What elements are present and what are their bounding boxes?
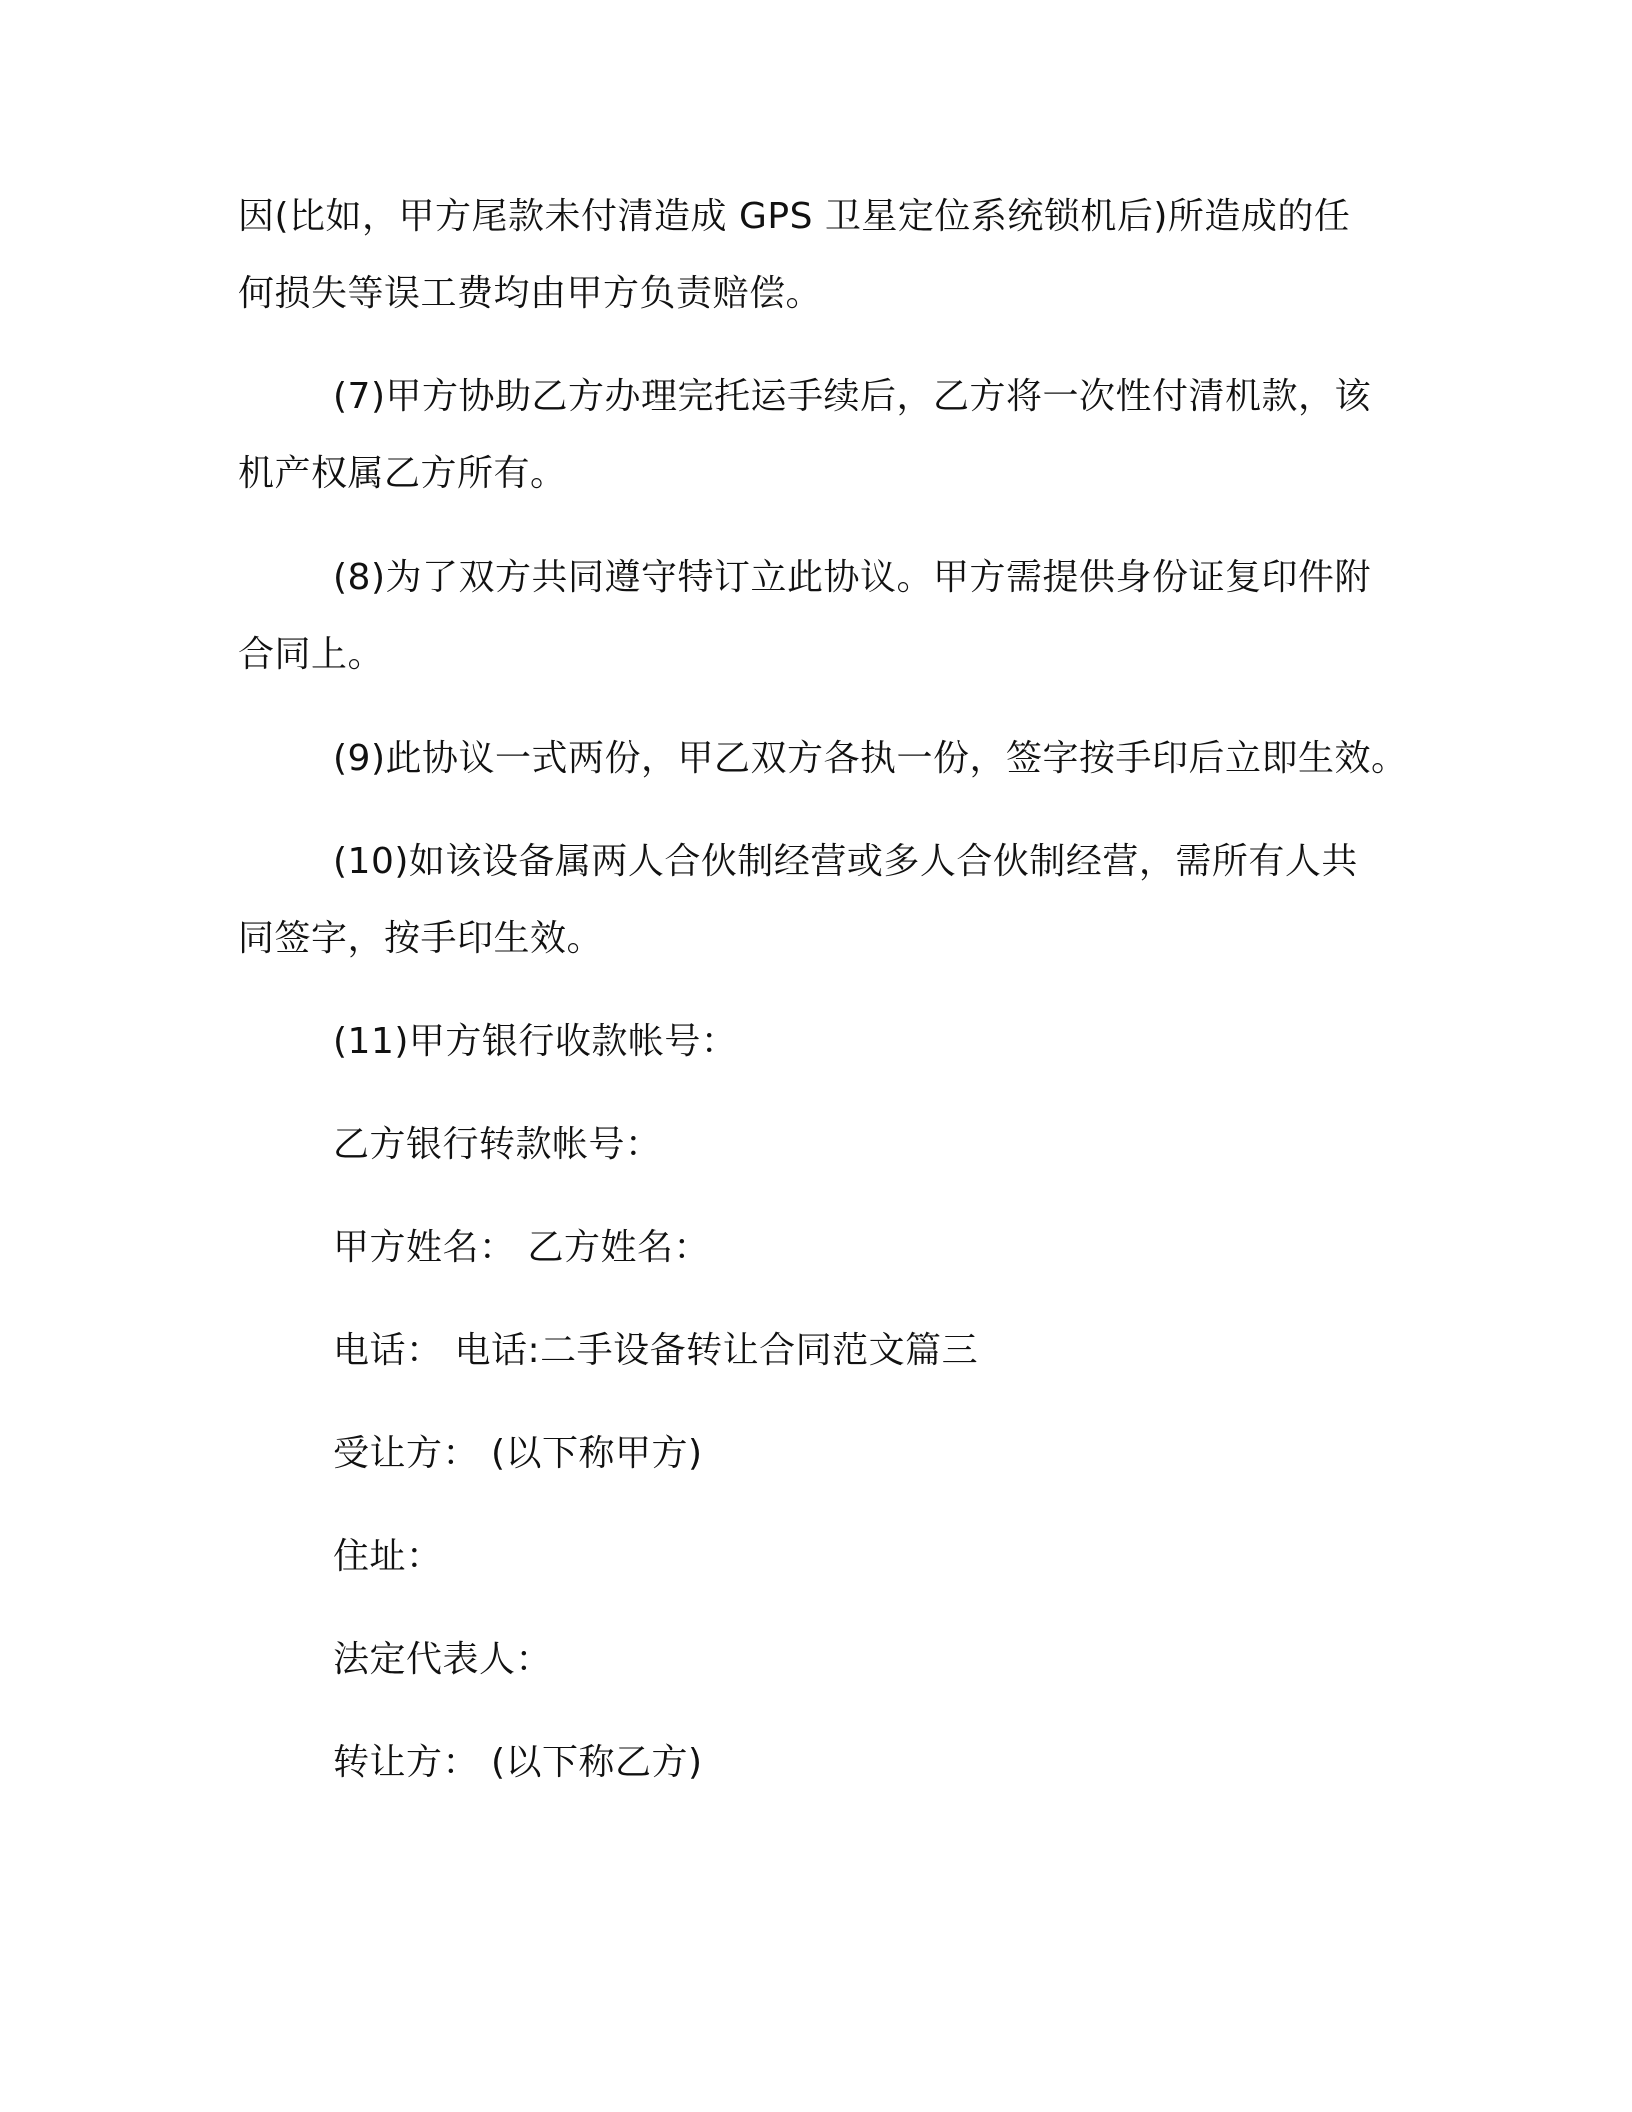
- paragraph-7-line-2: 机产权属乙方所有。: [238, 453, 567, 494]
- paragraph-9: (9)此协议一式两份，甲乙双方各执一份，签字按手印后立即生效。: [333, 738, 1408, 779]
- paragraph-6-line-1: 因(比如，甲方尾款未付清造成 GPS 卫星定位系统锁机后)所造成的任: [238, 196, 1351, 237]
- transferor-line: 转让方： (以下称乙方): [333, 1742, 703, 1783]
- party-b-bank-account-line: 乙方银行转款帐号：: [333, 1124, 662, 1165]
- paragraph-7-line-1: (7)甲方协助乙方办理完托运手续后，乙方将一次性付清机款，该: [333, 376, 1371, 417]
- paragraph-8-line-1: (8)为了双方共同遵守特订立此协议。甲方需提供身份证复印件附: [333, 557, 1371, 598]
- names-line: 甲方姓名： 乙方姓名：: [333, 1227, 710, 1268]
- paragraph-6-line-2: 何损失等误工费均由甲方负责赔偿。: [238, 273, 823, 314]
- transferee-line: 受让方： (以下称甲方): [333, 1433, 703, 1474]
- phone-line: 电话： 电话:二手设备转让合同范文篇三: [333, 1330, 979, 1371]
- paragraph-10-line-1: (10)如该设备属两人合伙制经营或多人合伙制经营，需所有人共: [333, 841, 1358, 882]
- paragraph-10-line-2: 同签字，按手印生效。: [238, 918, 604, 959]
- paragraph-8-line-2: 合同上。: [238, 634, 385, 675]
- legal-representative-line: 法定代表人：: [333, 1639, 553, 1680]
- paragraph-11-line-1: (11)甲方银行收款帐号：: [333, 1021, 738, 1062]
- address-line: 住址：: [333, 1536, 443, 1577]
